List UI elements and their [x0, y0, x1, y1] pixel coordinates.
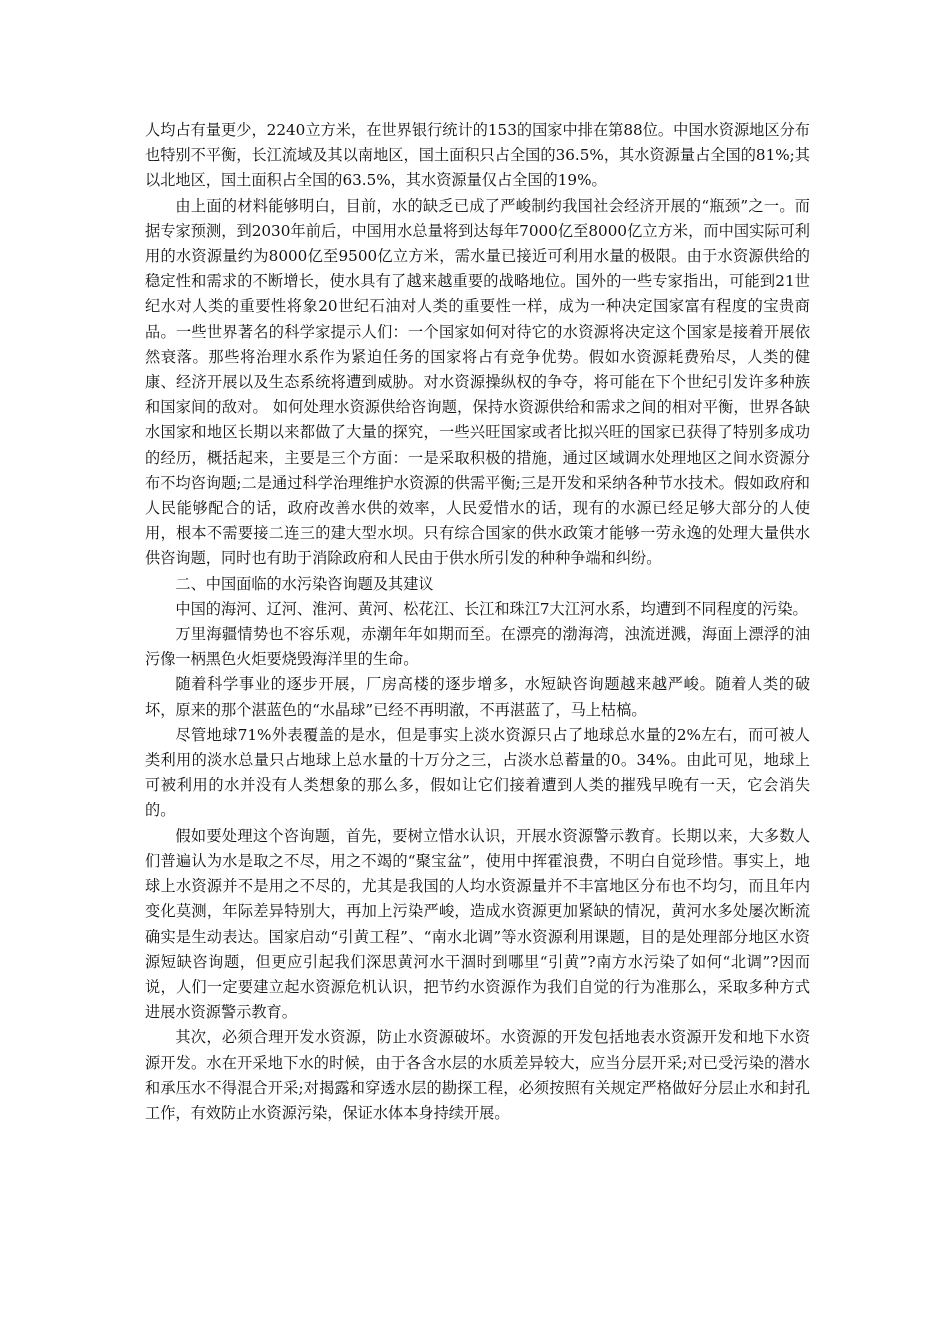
paragraph-water-shortage: 随着科学事业的逐步开展，厂房高楼的逐步增多，水短缺咨询题越来越严峻。随着人类的破坏，原来的那个湛蓝色的“水晶球”已经不再明澈，不再湛蓝了，马上枯槁。	[145, 675, 810, 719]
paragraph-awareness: 假如要处理这个咨询题，首先，要树立惜水认识，开展水资源警示教育。长期以来，大多数人们普遍认为水是取之不尽，用之不竭的“聚宝盆”，使用中挥霍浪费，不明白自觉珍惜。事实上，地球上水资源并不是用之不尽的，尤其是我国的人均水资源量并不丰富地区分布也不均匀，而且年内变化莫测，年际差异特别大，再加上污染严峻，造成水资源更加紧缺的情况，黄河水多处屡次断流确实是生动表达。国家启动“引黄工程”、“南水北调”等水资源利用课题，目的是处理部分地区水资源短缺咨询题，但更应引起我们深思黄河水干涸时到哪里“引黄”?南方水污染了如何“北调”?因而说，人们一定要建立起水资源危机认识，把节约水资源作为我们自觉的行为准那么，采取多种方式进展水资源警示教育。	[145, 826, 810, 1022]
paragraph-river-systems: 中国的海河、辽河、淮河、黄河、松花江、长江和珠江7大江河水系，均遭到不同程度的污染。	[175, 599, 808, 618]
paragraph-bottleneck: 由上面的材料能够明白，目前，水的缺乏已成了严峻制约我国社会经济开展的“瓶颈”之一。而据专家预测，到2030年前后，中国用水总量将到达每年7000亿至8000亿立方米，而中国实际可利用的水资源量约为8000亿至9500亿立方米，需水量已接近可利用水量的极限。由于水资源供给的稳定性和需求的不断增长，使水具有了越来越重要的战略地位。国外的一些专家指出，可能到21世纪水对人类的重要性将象20世纪石油对人类的重要性一样，成为一种决定国家富有程度的宝贵商品。一些世界著名的科学家提示人们：一个国家如何对待它的水资源将决定这个国家是接着开展依然衰落。那些将治理水系作为紧迫任务的国家将占有竞争优势。假如水资源耗费殆尽，人类的健康、经济开展以及生态系统将遭到威胁。对水资源操纵权的争夺，将可能在下个世纪引发许多种族和国家间的敌对。 如何处理水资源供给咨询题，保持水资源供给和需求之间的相对平衡，世界各缺水国家和地区长期以来都做了大量的探究，一些兴旺国家或者比拟兴旺的国家已获得了特别多成功的经历，概括起来，主要是三个方面：一是采取积极的措施，通过区域调水处理地区之间水资源分布不均咨询题;二是通过科学治理维护水资源的供需平衡;三是开发和采纳各种节水技术。假如政府和人民能够配合的话，政府改善水供的效率，人民爱惜水的话，现有的水源已经足够大部分的人使用，根本不需要接二连三的建大型水坝。只有综合国家的供水政策才能够一劳永逸的处理大量供水供咨询题，同时也有助于消除政府和人民由于供水所引发的种种争端和纠纷。	[145, 196, 810, 568]
document-body	[145, 118, 810, 1126]
paragraph-sea-situation: 万里海疆情势也不容乐观，赤潮年年如期而至。在漂亮的渤海湾，浊流迸溅，海面上漂浮的油污像一柄黑色火炬要烧毁海洋里的生命。	[145, 625, 810, 669]
paragraph-rational-development: 其次，必须合理开发水资源，防止水资源破坏。水资源的开发包括地表水资源开发和地下水资源开发。水在开采地下水的时候，由于各含水层的水质差异较大，应当分层开采;对已受污染的潜水和承压水不得混合开采;对揭露和穿透水层的勘探工程，必须按照有关规定严格做好分层止水和封孔工作，有效防止水资源污染，保证水体本身持续开展。	[145, 1028, 810, 1122]
paragraph-per-capita-water: 人均占有量更少，2240立方米，在世界银行统计的153的国家中排在第88位。中国水资源地区分布也特别不平衡，长江流域及其以南地区，国土面积只占全国的36.5%，其水资源量占全国的81%;其以北地区，国土面积占全国的63.5%，其水资源量仅占全国的19%。	[145, 121, 810, 190]
paragraph-freshwater-share: 尽管地球71%外表覆盖的是水，但是事实上淡水资源只占了地球总水量的2%左右，而可被人类利用的淡水总量只占地球上总水量的十万分之三，占淡水总蓄量的0。34%。由此可见，地球上可被利用的水并没有人类想象的那么多，假如让它们接着遭到人类的摧残早晚有一天，它会消失的。	[145, 725, 810, 820]
section-heading-water-pollution: 二、中国面临的水污染咨询题及其建议	[175, 574, 434, 593]
